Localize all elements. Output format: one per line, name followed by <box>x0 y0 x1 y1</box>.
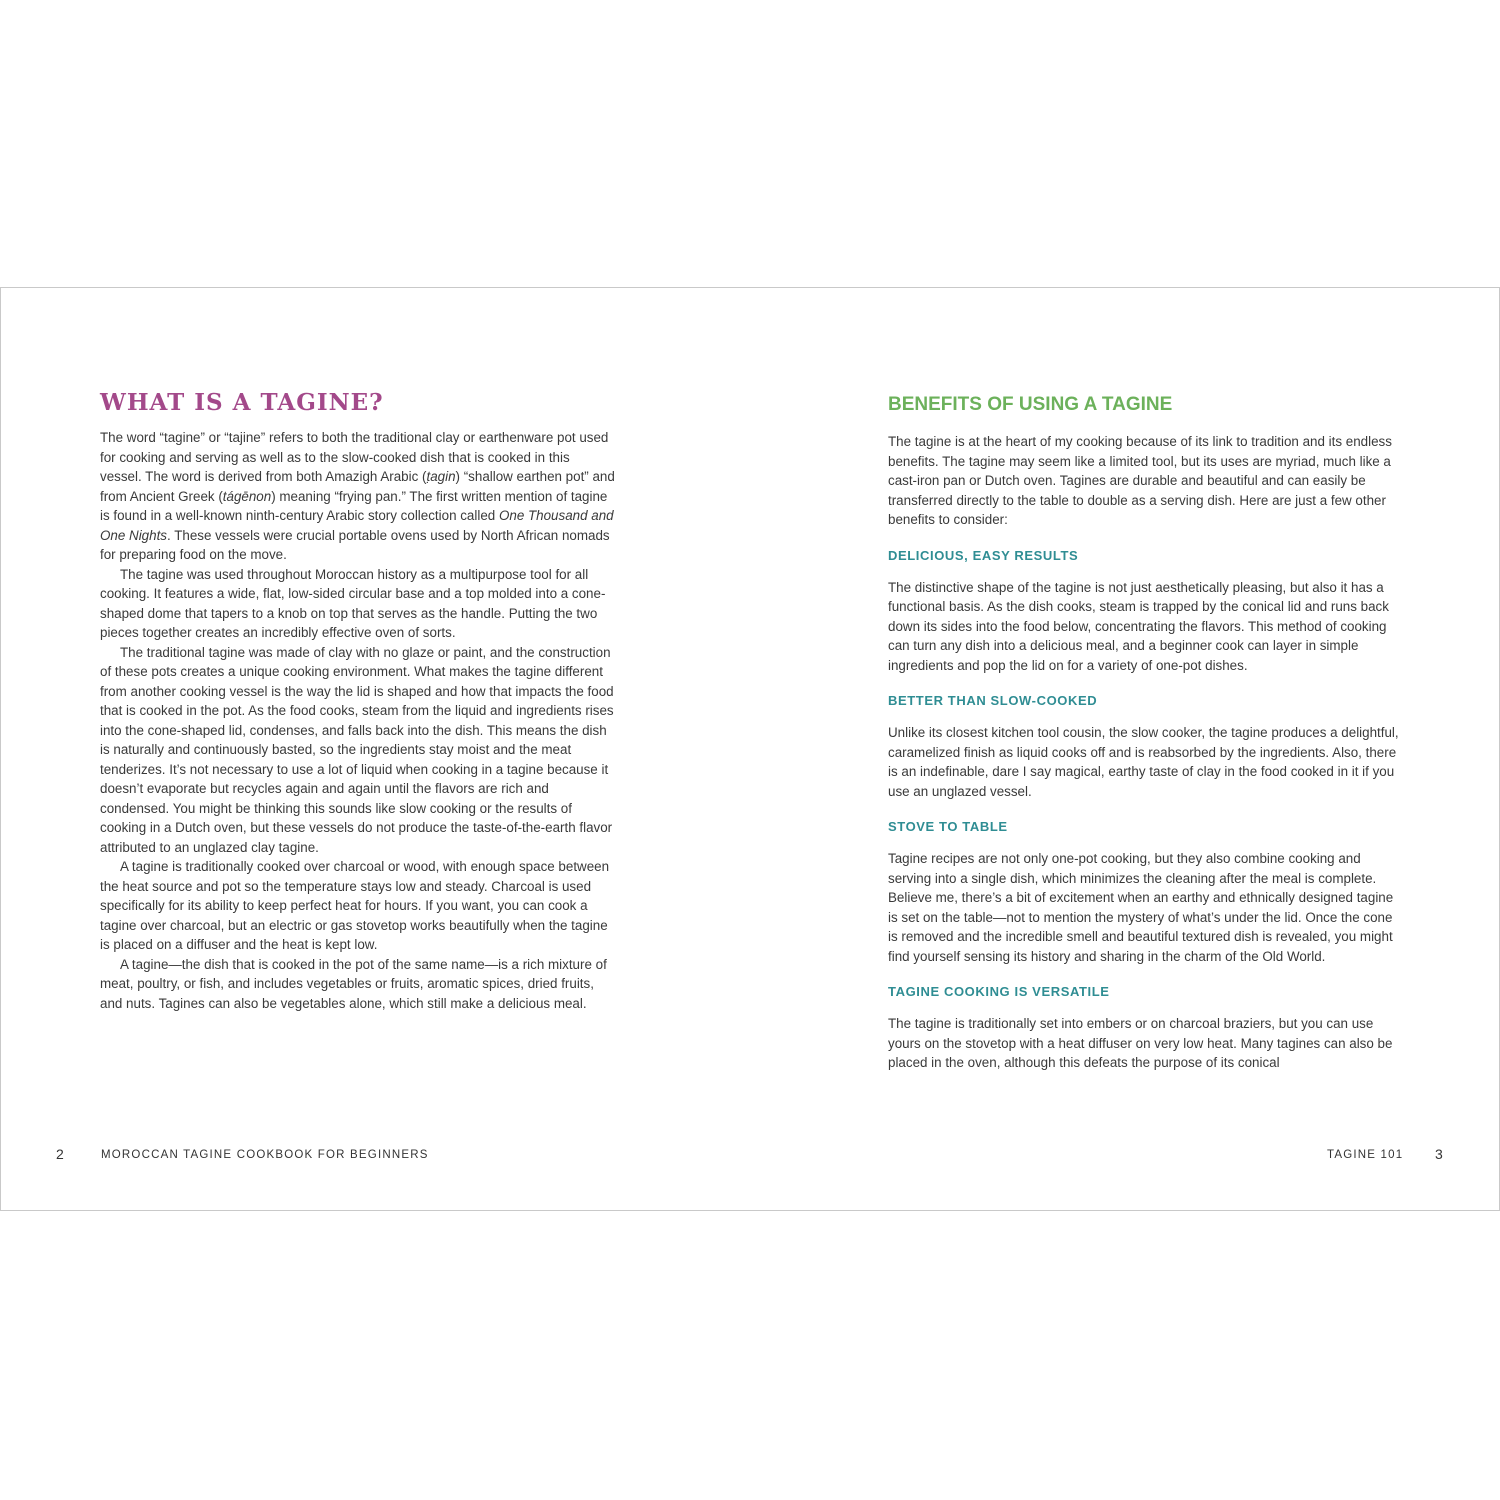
running-footer-left: MOROCCAN TAGINE COOKBOOK FOR BEGINNERS <box>101 1149 429 1161</box>
term-tagenon: tágēnon <box>222 488 272 504</box>
paragraph-1-part-c: ) meaning “frying pan.” The first written mention of tagine is found in a well-known ninth-century Arabic story collection called <box>100 488 608 523</box>
section-text: The distinctive shape of the tagine is not just aesthetically pleasing, but also it has a functional basis. As the dish cooks, steam is trapped by the conical lid and runs back down its sides into the food below, concentrating the flavors. This method of cooking can turn any dish into a delicious meal, and a beginner cook can layer in simple ingredients and pop the lid on for a variety of one-pot dishes. <box>888 579 1389 673</box>
page-number-right: 3 <box>1435 1146 1443 1162</box>
right-column <box>888 388 1403 1073</box>
section-text: Tagine recipes are not only one-pot cooking, but they also combine cooking and serving into a single dish, which minimizes the cleaning after the meal is complete. Believe me, there’s a bit of excitement when an earthy and ethnically designed tagine is set on the table—not to mention the mystery of what’s under the lid. Once the cone is removed and the incredible smell and beautiful textured dish is revealed, you might find yourself sensing its history and sharing in the charm of the Old World. <box>888 851 1394 964</box>
left-column <box>100 388 615 1013</box>
paragraph-1 <box>100 428 615 565</box>
book-title: One Thousand and One Nights <box>100 508 614 543</box>
paragraph-2: The tagine was used throughout Moroccan history as a multipurpose tool for all cooking. It features a wide, flat, low-sided circular base and a top molded into a cone-shaped dome that tapers to a knob on top that serves as the handle. Putting the two pieces together creates an incredibly effective oven of sorts. <box>100 566 606 640</box>
right-page-title: BENEFITS OF USING A TAGINE <box>888 394 1173 415</box>
section-heading: STOVE TO TABLE <box>888 819 1008 834</box>
section-heading: BETTER THAN SLOW-COOKED <box>888 693 1098 708</box>
intro-paragraph: The tagine is at the heart of my cooking because of its link to tradition and its endless benefits. The tagine may seem like a limited tool, but its uses are myriad, much like a cast-iron pan or Dutch oven. Tagines are durable and beautiful and can easily be transferred directly to the table to double as a serving dish. Here are just a few other benefits to consider: <box>888 434 1392 527</box>
section-heading: DELICIOUS, EASY RESULTS <box>888 547 1079 563</box>
page-number-left: 2 <box>56 1146 64 1162</box>
section-heading: TAGINE COOKING IS VERSATILE <box>888 984 1110 999</box>
paragraph-1-part-b: ) “shallow earthen pot” and from Ancient Greek ( <box>100 469 615 504</box>
paragraph-1-part-d: . These vessels were crucial portable ovens used by North African nomads for preparing food on the move. <box>100 527 610 562</box>
section-text: Unlike its closest kitchen tool cousin, the slow cooker, the tagine produces a delightful, caramelized finish as liquid cooks off and is reabsorbed by the ingredients. Also, there is an indefinable, dare I say magical, earthy taste of clay in the food cooked in it if you use an unglazed vessel. <box>888 725 1399 799</box>
left-page-title: WHAT IS A TAGINE? <box>100 389 384 416</box>
section-text: The tagine is traditionally set into embers or on charcoal braziers, but you can use yours on the stovetop with a heat diffuser on very low heat. Many tagines can also be placed in the oven, although this defeats the purpose of its conical <box>888 1016 1393 1070</box>
paragraph-3: The traditional tagine was made of clay with no glaze or paint, and the construction of these pots creates a unique cooking environment. What makes the tagine different from another cooking vessel is the way the lid is shaped and how that impacts the food that is cooked in the pot. As the food cooks, steam from the liquid and ingredients rises into the cone-shaped lid, condenses, and falls back into the dish. This means the dish is naturally and continuously basted, so the ingredients stay moist and the meat tenderizes. It’s not necessary to use a lot of liquid when cooking in a tagine because it doesn’t evaporate but recycles again and again until the flavors are rich and condensed. You might be thinking this sounds like slow cooking or the results of cooking in a Dutch oven, but these vessels do not produce the taste-of-the-earth flavor attributed to an unglazed clay tagine. <box>100 644 614 855</box>
left-page <box>1 288 750 1210</box>
running-footer-right: TAGINE 101 <box>1327 1149 1404 1161</box>
term-tagin: ṭagin <box>426 469 456 484</box>
paragraph-5: A tagine—the dish that is cooked in the pot of the same name—is a rich mixture of meat, poultry, or fish, and includes vegetables or fruits, aromatic spices, dried fruits, and nuts. Tagines can also be vegetables alone, which still make a delicious meal. <box>100 956 607 1011</box>
book-spread <box>0 287 1500 1211</box>
paragraph-1-part-a: The word “tagine” or “tajine” refers to both the traditional clay or earthenware pot used for cooking and serving as well as to the slow-cooked dish that is cooked in this vessel. The word is derived from both Amazigh Arabic ( <box>100 430 609 484</box>
paragraph-4: A tagine is traditionally cooked over charcoal or wood, with enough space between the heat source and pot so the temperature stays low and steady. Charcoal is used specifically for its ability to keep perfect heat for hours. If you want, you can cook a tagine over charcoal, but an electric or gas stovetop works beautifully when the tagine is placed on a diffuser and the heat is kept low. <box>100 859 610 952</box>
right-page <box>750 288 1499 1210</box>
